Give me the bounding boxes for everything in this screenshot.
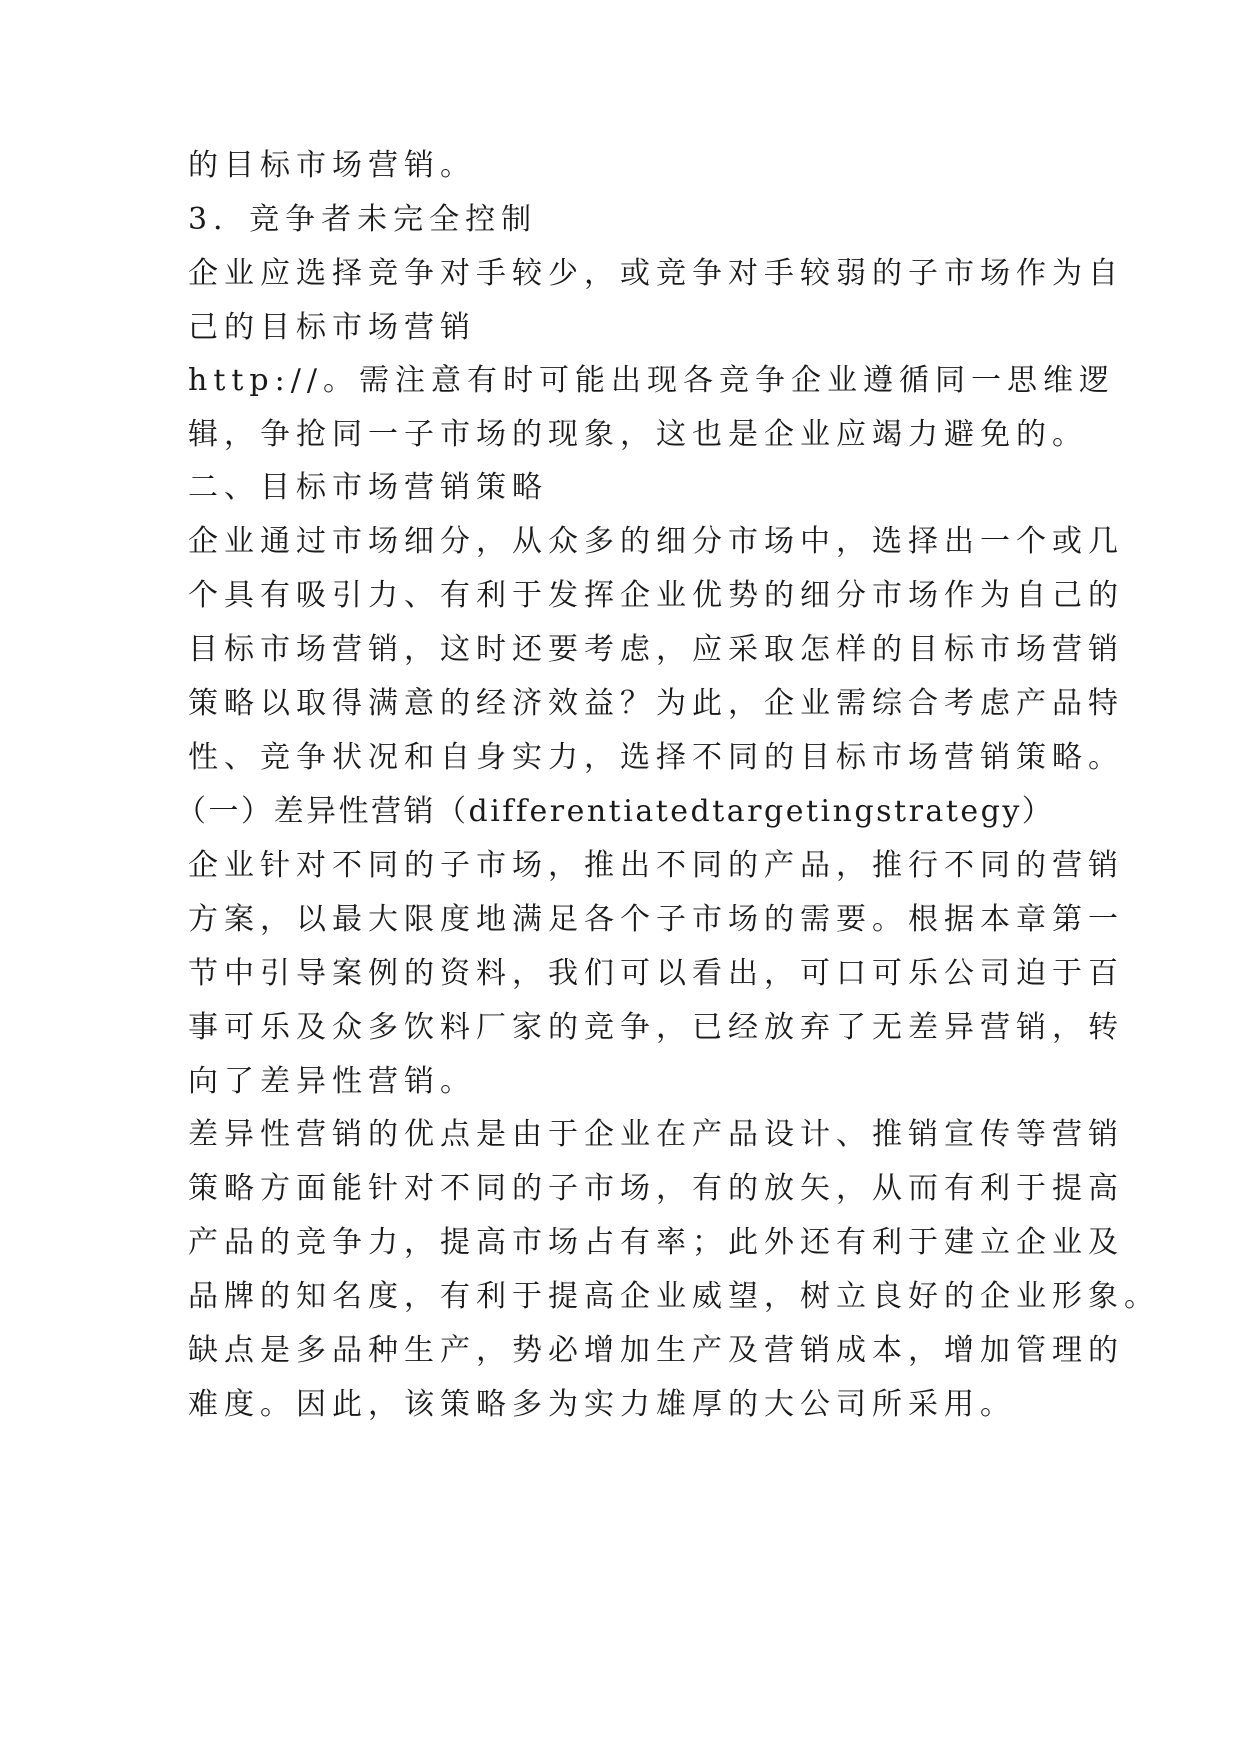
text-line: 目标市场营销，这时还要考虑，应采取怎样的目标市场营销: [188, 632, 1124, 667]
text-line: 事可乐及众多饮料厂家的竞争，已经放弃了无差异营销，转: [188, 1010, 1124, 1045]
text-line: 品牌的知名度，有利于提高企业威望，树立良好的企业形象。: [188, 1279, 1160, 1314]
text-line: 向了差异性营销。: [188, 1064, 476, 1099]
section-heading: （一）差异性营销（differentiatedtargetingstrategy）: [176, 794, 1055, 829]
text-line: 策略以取得满意的经济效益？为此，企业需综合考虑产品特: [188, 686, 1124, 721]
text-line: 方案，以最大限度地满足各个子市场的需要。根据本章第一: [188, 902, 1124, 937]
section-heading: 3．竞争者未完全控制: [188, 202, 538, 237]
text-line: 产品的竞争力，提高市场占有率；此外还有利于建立企业及: [188, 1225, 1124, 1260]
text-line: 性、竞争状况和自身实力，选择不同的目标市场营销策略。: [188, 740, 1124, 775]
text-line: 的目标市场营销。: [188, 148, 476, 183]
text-line: 差异性营销的优点是由于企业在产品设计、推销宣传等营销: [188, 1117, 1124, 1152]
text-line: 辑，争抢同一子市场的现象，这也是企业应竭力避免的。: [188, 417, 1088, 452]
text-line: 企业通过市场细分，从众多的细分市场中，选择出一个或几: [188, 524, 1124, 559]
text-line: 个具有吸引力、有利于发挥企业优势的细分市场作为自己的: [188, 578, 1124, 613]
text-line: 企业应选择竞争对手较少，或竞争对手较弱的子市场作为自: [188, 256, 1124, 291]
text-line: 策略方面能针对不同的子市场，有的放矢，从而有利于提高: [188, 1171, 1124, 1206]
text-line: 缺点是多品种生产，势必增加生产及营销成本，增加管理的: [188, 1333, 1124, 1368]
text-line: 己的目标市场营销: [188, 310, 476, 345]
text-line: 节中引导案例的资料，我们可以看出，可口可乐公司迫于百: [188, 956, 1124, 991]
section-heading: 二、目标市场营销策略: [188, 470, 548, 505]
text-line: http://。需注意有时可能出现各竞争企业遵循同一思维逻: [188, 363, 1115, 398]
text-line: 企业针对不同的子市场，推出不同的产品，推行不同的营销: [188, 848, 1124, 883]
text-line: 难度。因此，该策略多为实力雄厚的大公司所采用。: [188, 1387, 1016, 1422]
